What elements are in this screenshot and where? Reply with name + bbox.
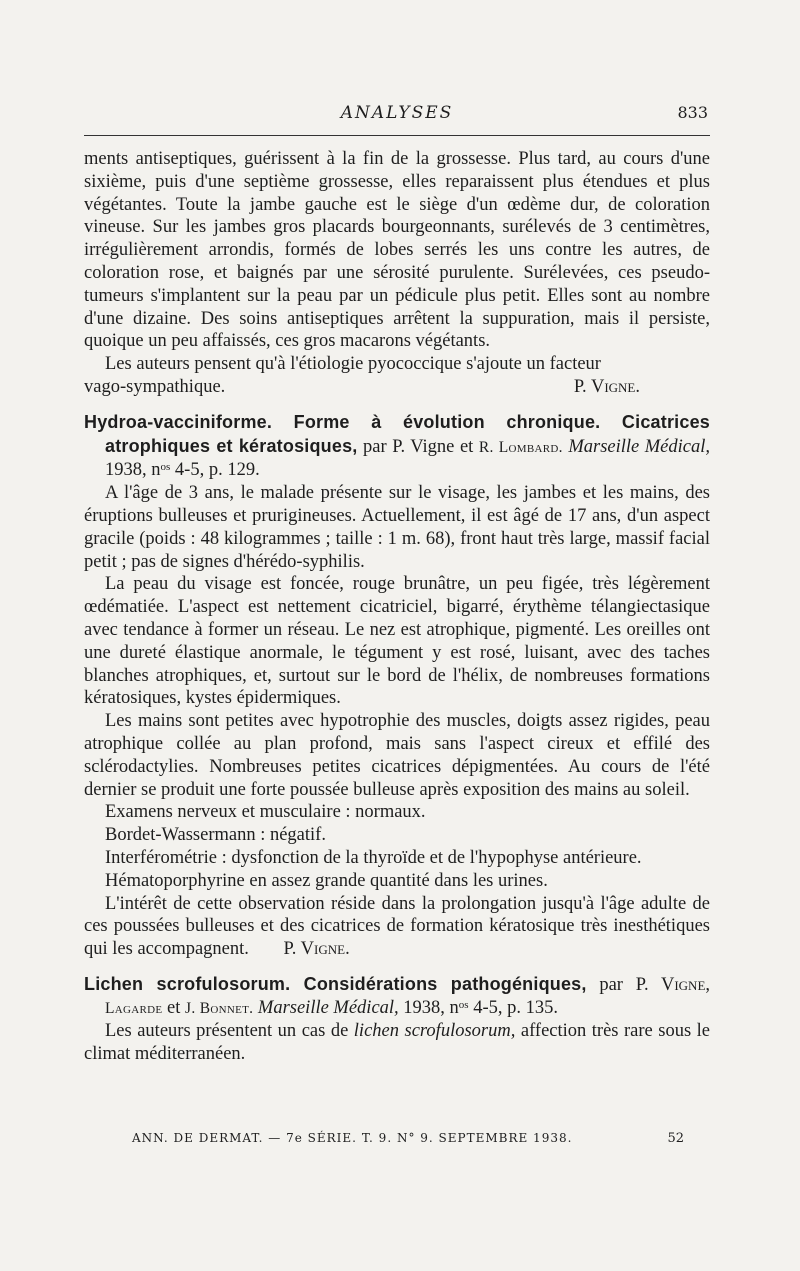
article-heading xyxy=(84,973,710,1021)
author-name: R. Lombard. xyxy=(478,438,563,456)
byline-par: par xyxy=(363,436,387,457)
conclusion-line-2: vago-sympathique. xyxy=(84,376,226,397)
page-footer xyxy=(132,1131,710,1151)
paragraph-text: L'intérêt de cette observation réside dans la prolongation jusqu'à l'âge adulte de ces poussées bulleuses et des cicatrices de formation kératosique très inesthétiques qui les accompagnent. xyxy=(84,893,710,960)
header-rule xyxy=(84,135,710,136)
byline-par: par xyxy=(599,974,623,995)
signature: P. Vigne. xyxy=(283,939,350,960)
citation-superscript: os xyxy=(160,461,171,474)
paragraph: Interférométrie : dysfonction de la thyroïde et de l'hypophyse antérieure. xyxy=(105,847,642,868)
paragraph: Les mains sont petites avec hypotrophie des muscles, doigts assez rigides, peau atrophique collée au plan profond, mais sans l'aspect cireux et effilé des sclérodactylies. Nombreuses petites cicatrices dépigmentées. Au cours de l'été dernier se produit une forte poussée bulleuse après exposition des mains au soleil. xyxy=(84,711,710,800)
article-heading xyxy=(84,411,710,482)
running-head xyxy=(84,103,710,127)
citation-issue: 4-5, p. 135. xyxy=(468,997,558,1018)
signature: P. Vigne. xyxy=(573,376,640,397)
citation-superscript: os xyxy=(458,998,469,1011)
conclusion-paragraph xyxy=(84,353,710,376)
continued-paragraph: ments antiseptiques, guérissent à la fin de la grossesse. Plus tard, au cours d'une sixième, puis d'une septième grossesse, elles reparaissent plus étendues et plus végétantes. Toute la jambe gauche est le siège d'un œdème dur, de coloration vineuse. Sur les jambes gros placards bourgeonnants, surélevés de 3 centimètres, irrégulièrement arrondis, formés de lobes serrés les uns contre les autres, de coloration rose, et baignés par une sérosité purulente. Surélevées, ces pseudo-tumeurs s'implantent sur la peau par un pédicule plus petit. Elles sont au nombre d'une dizaine. Des soins antiseptiques arrêtent la suppuration, mais il persiste, quoique un peu affaissés, ces gros macarons végétants. xyxy=(84,149,710,352)
citation-issue: 4-5, p. 129. xyxy=(170,460,260,481)
conclusion-signature-line xyxy=(84,376,710,399)
byline-and: et xyxy=(459,436,474,457)
running-title: ANALYSES xyxy=(340,103,454,123)
journal-name: Marseille Médical, xyxy=(257,997,399,1018)
conclusion-line-1: Les auteurs pensent qu'à l'étiologie pyococcique s'ajoute un facteur xyxy=(105,354,601,375)
article-title: Lichen scrofulosorum. Considérations pathogéniques, xyxy=(84,973,587,994)
paragraph-text: affection très rare sous le climat méditerranéen. xyxy=(84,1021,711,1065)
paragraph: A l'âge de 3 ans, le malade présente sur le visage, les jambes et les mains, des éruptions bulleuses et prurigineuses. Actuellement, il est âgé de 17 ans, d'un aspect gracile (poids : 48 kilogrammes ; taille : 1 m. 68), front haut très large, massif facial petit ; pas de signes d'hérédo-syphilis. xyxy=(84,483,710,572)
paragraph-text: Les auteurs présentent un cas de xyxy=(105,1021,349,1042)
paragraph xyxy=(84,893,710,961)
paragraph: Hématoporphyrine en assez grande quantité dans les urines. xyxy=(105,870,548,891)
paragraph: Bordet-Wassermann : négatif. xyxy=(105,825,326,846)
author-name: Lagarde xyxy=(105,999,163,1017)
emphasized-term: lichen scrofulosorum, xyxy=(353,1021,516,1042)
journal-name: Marseille Médical, xyxy=(568,436,711,457)
footer-citation: ANN. DE DERMAT. — 7e SÉRIE. T. 9. N° 9. SEPTEMBRE 1938. xyxy=(132,1131,573,1145)
author-name: J. Bonnet. xyxy=(185,999,254,1017)
article-title: Hydroa-vacciniforme. Forme à évolution chronique. Cicatrices atrophiques et kératosiques, xyxy=(84,411,710,456)
byline-and: et xyxy=(167,997,181,1018)
author-name: P. Vigne, xyxy=(635,974,711,995)
signature-mark: 52 xyxy=(667,1131,684,1146)
body-text xyxy=(84,148,710,1066)
paragraph: Examens nerveux et musculaire : normaux. xyxy=(105,802,426,823)
citation-year: 1938, n xyxy=(403,997,459,1018)
paragraph xyxy=(84,1020,710,1066)
page-number: 833 xyxy=(677,103,708,122)
paragraph: La peau du visage est foncée, rouge brunâtre, un peu figée, très légèrement œdématiée. L'aspect est nettement cicatriciel, bigarré, érythème télangiectasique avec tendance à former un réseau. Le nez est atrophique, pigmenté. Les oreilles ont une dureté élastique anormale, le tégument y est rosé, luisant, avec des taches blanches atrophiques, et, surtout sur le bord de l'hélix, de nombreuses formations kératosiques, kystes épidermiques. xyxy=(84,574,710,709)
author-name: P. Vigne xyxy=(392,436,455,457)
citation-year: 1938, n xyxy=(105,460,161,481)
